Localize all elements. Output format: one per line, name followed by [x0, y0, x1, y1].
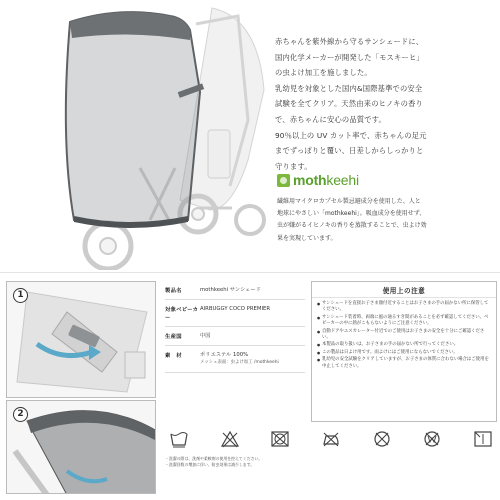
spec-value-main: mothkeehi サンシェード [200, 287, 262, 293]
spec-row [165, 281, 305, 300]
no-tumble-dry-icon [270, 430, 290, 448]
hero-line: 試験を全てクリア。天然由来のヒノキの香り [275, 99, 423, 109]
hero-line: 90％以上の UV カット率で、赤ちゃんの足元 [275, 130, 427, 140]
spec-key: 生産国 [165, 334, 182, 340]
spec-value-main: ポリエステル 100% [200, 352, 249, 358]
caution-list [312, 298, 496, 370]
cover-illustration [7, 401, 156, 494]
brand-name-rest: keehi [326, 172, 359, 188]
caution-item: ● この製品は日よけ用です。雨よけにはご使用にならないでください。 [317, 350, 492, 356]
leaf-icon [277, 174, 290, 187]
brand-desc-line: 虫が嫌がるイヒノキの香りを蒸散することで、虫よけ効 [277, 222, 427, 230]
care-note: ・洗濯回数の増加に伴い、防虫効果は減少します。 [165, 462, 255, 468]
wash-30-gentle-icon [169, 430, 189, 448]
caution-item: ● サンシェードを直接お子さま顔付近することはお子さまの手の届かない所に保管してください。 [317, 301, 492, 314]
spec-key: 対象ベビーカー [165, 307, 199, 321]
caution-item: ● 乳幼児の安全試験をクリアしていますが、お子さまの体質に合わない場合はご使用を中止してください。 [317, 357, 492, 370]
no-wet-clean-icon [422, 430, 442, 448]
step-1-panel [6, 281, 156, 398]
spec-value-main: AIRBUGGY COCO PREMIER [200, 306, 271, 312]
no-bleach-icon [220, 430, 240, 448]
brand-name [293, 172, 359, 188]
brand-desc-line: 地球にやさしい「mothkeehi」。吸血成分を使用せず、 [277, 210, 426, 218]
spec-value [200, 286, 261, 294]
hero-description [275, 34, 490, 174]
hero-line: 乳幼児を対象とした国内&国際基準での安全 [275, 83, 423, 93]
step-2-panel [6, 400, 156, 494]
spec-row [165, 346, 305, 373]
attach-clip-illustration [7, 282, 156, 398]
spec-key: 素 材 [165, 353, 182, 359]
hero-line: 国内化学メーカーが開発した「モスキーヒ」 [275, 52, 424, 62]
spec-value-sub: メッシュ表面：虫よけ加工 /mothkeehi [200, 360, 279, 365]
no-iron-icon [321, 430, 341, 448]
caution-box [311, 281, 497, 422]
caution-item: ● サンシェード装着時、両端に風の通るすき間があることを必ず確認してください。ベビーカーの中に熱がこもらないようにご注意ください。 [317, 315, 492, 328]
brand-name-bold: moth [293, 172, 327, 188]
spec-value [200, 351, 279, 367]
brand-description [277, 196, 492, 245]
care-note: ・洗濯の際は、洗剤や柔軟剤の使用を控えてください。 [165, 456, 263, 461]
spec-value-main: 中国 [200, 333, 211, 339]
brand-logo [277, 172, 359, 188]
spec-value [200, 305, 270, 321]
no-dry-clean-icon [372, 430, 392, 448]
care-label-icons [165, 430, 497, 450]
hero-line: で、赤ちゃんに安心の品質です。 [275, 114, 386, 124]
hero-line: の虫よけ加工を施しました。 [275, 68, 372, 78]
step-number-badge: 2 [13, 407, 28, 422]
caution-item: ● 自動ドアやエスカレーター付近でのご使用はお子さまの安全を十分にご確認ください。 [317, 329, 492, 342]
caution-item: ● 本製品の取り扱いは、お子さまの手の届かない所で行ってください。 [317, 342, 492, 348]
spec-key: 製品名 [165, 288, 182, 294]
stroller-sunshade-illustration [0, 0, 270, 270]
brand-desc-line: 繊維用マイクロカプセル製忌避成分を使用した、人と [277, 198, 421, 205]
brand-desc-line: 果を実現しています。 [277, 234, 337, 242]
spec-row [165, 300, 305, 327]
caution-title: 使用上の注意 [312, 282, 496, 298]
section-divider [0, 272, 500, 273]
hero-line: 赤ちゃんを紫外線から守るサンシェードに、 [275, 37, 424, 46]
care-notes [165, 456, 497, 469]
step-number-badge: 1 [13, 288, 28, 303]
line-dry-shade-icon [473, 430, 493, 448]
spec-table [165, 281, 305, 373]
hero-line: までずっぽりと覆い、日差しからしっかりと [275, 146, 424, 156]
hero-line: 守ります。 [275, 161, 312, 171]
spec-value [200, 332, 211, 340]
spec-row [165, 327, 305, 346]
